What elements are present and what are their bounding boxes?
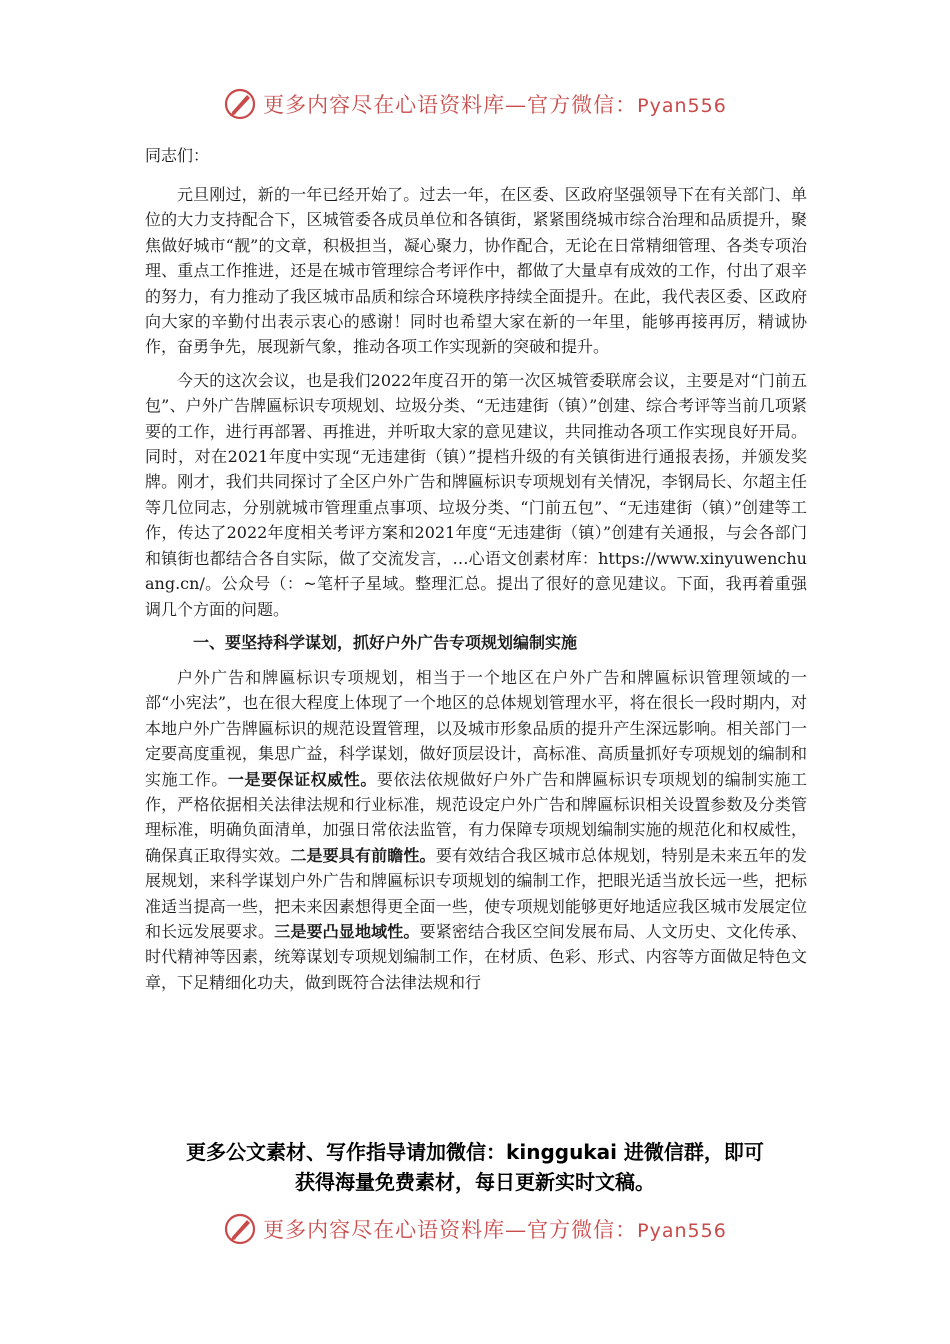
paragraph-1: 元旦刚过，新的一年已经开始了。过去一年，在区委、区政府坚强领导下在有关部门、单位的大力支持配合下，区城管委各成员单位和各镇街，紧紧围绕城市综合治理和品质提升，聚焦做好城市“靓”的文章，积极担当，凝心聚力，协作配合，无论在日常精细管理、各类专项治理、重点工作推进，还是在城市管理综合考评作中，都做了大量卓有成效的工作，付出了艰辛的努力，有力推动了我区城市品质和综合环境秩序持续全面提升。在此，我代表区委、区政府向大家的辛勤付出表示衷心的感谢！同时也希望大家在新的一年里，能够再接再厉，精诚协作，奋勇争先，展现新气象，推动各项工作实现新的突破和提升。: [145, 185, 807, 357]
pen-logo-icon: [223, 87, 257, 121]
banner-wechat-id: Pyan556: [637, 1220, 727, 1242]
paragraph-2: 今天的这次会议，也是我们2022年度召开的第一次区城管委联席会议，主要是对“门前五包”、户外广告牌匾标识专项规划、垃圾分类、“无违建街（镇）”创建、综合考评等当前几项紧要的工作，进行再部署、再推进，并听取大家的意见建议，共同推动各项工作实现良好开局。同时，对在2021年度中实现“无违建街（镇）”提档升级的有关镇街进行通报表扬，并颁发奖牌。刚才，我们共同探讨了全区户外广告和牌匾标识专项规划有关情况，李钢局长、尔超主任等几位同志，分别就城市管理重点事项、垃圾分类、“门前五包”、“无违建街（镇）”创建等工作，传达了2022年度相关考评方案和2021年度“无违建街（镇）”创建有关通报，与会各部门和镇街也都结合各自实际，做了交流发言，…心语文创素材库：https://www.xinyuwenchuang.cn/。公众号（：~笔杆子星域。整理汇总。提出了很好的意见建议。下面，我再着重强调几个方面的问题。: [145, 370, 807, 619]
banner-text: 更多内容尽在心语资料库—官方微信：Pyan556: [263, 1218, 727, 1242]
footer-watermark-banner: [0, 1205, 950, 1253]
salutation: 同志们：: [145, 146, 210, 165]
bold-point-2: 二是要具有前瞻性。: [290, 845, 436, 865]
paragraph-3: 户外广告和牌匾标识专项规划，相当于一个地区在户外广告和牌匾标识管理领域的一部“小宪法”，也在很大程度上体现了一个地区的总体规划管理水平，将在很长一段时期内，对本地户外广告牌匾标识的规范设置管理，以及城市形象品质的提升产生深远影响。相关部门一定要高度重视，集思广益，科学谋划，做好顶层设计，高标准、高质量抓好专项规划的编制和实施工作。一是要保证权威性。要依法依规做好户外广告和牌匾标识专项规划的编制实施工作，严格依据相关法律法规和行业标准，规范设定户外广告和牌匾标识相关设置参数及分类管理标准，明确负面清单，加强日常依法监管，有力保障专项规划编制实施的规范化和权威性，确保真正取得实效。二是要具有前瞻性。要有效结合我区城市总体规划，特别是未来五年的发展规划，来科学谋划户外广告和牌匾标识专项规划的编制工作，把眼光适当放长远一些，把标准适当提高一些，把未来因素想得更全面一些，使专项规划能够更好地适应我区城市发展定位和长远发展要求。三是要凸显地域性。要紧密结合我区空间发展布局、人文历史、文化传承、时代精神等因素，统筹谋划专项规划编制工作，在材质、色彩、形式、内容等方面做足特色文章，下足精细化功夫，做到既符合法律法规和行: [145, 667, 807, 992]
banner-text: 更多内容尽在心语资料库—官方微信：Pyan556: [263, 93, 727, 117]
promo-line-1: 更多公文素材、写作指导请加微信：kinggukai 进微信群，即可: [186, 1140, 764, 1164]
promo-notice: [80, 1137, 870, 1197]
banner-wechat-id: Pyan556: [637, 95, 727, 117]
header-watermark-banner: [0, 80, 950, 128]
document-body: [145, 143, 807, 992]
promo-line-2: 获得海量免费素材，每日更新实时文稿。: [295, 1170, 655, 1194]
bold-point-3: 三是要凸显地域性。: [274, 921, 420, 941]
section-heading-1: 一、要坚持科学谋划，抓好户外广告专项规划编制实施: [193, 632, 578, 652]
pen-logo-icon: [223, 1212, 257, 1246]
bold-point-1: 一是要保证权威性。: [227, 769, 377, 789]
